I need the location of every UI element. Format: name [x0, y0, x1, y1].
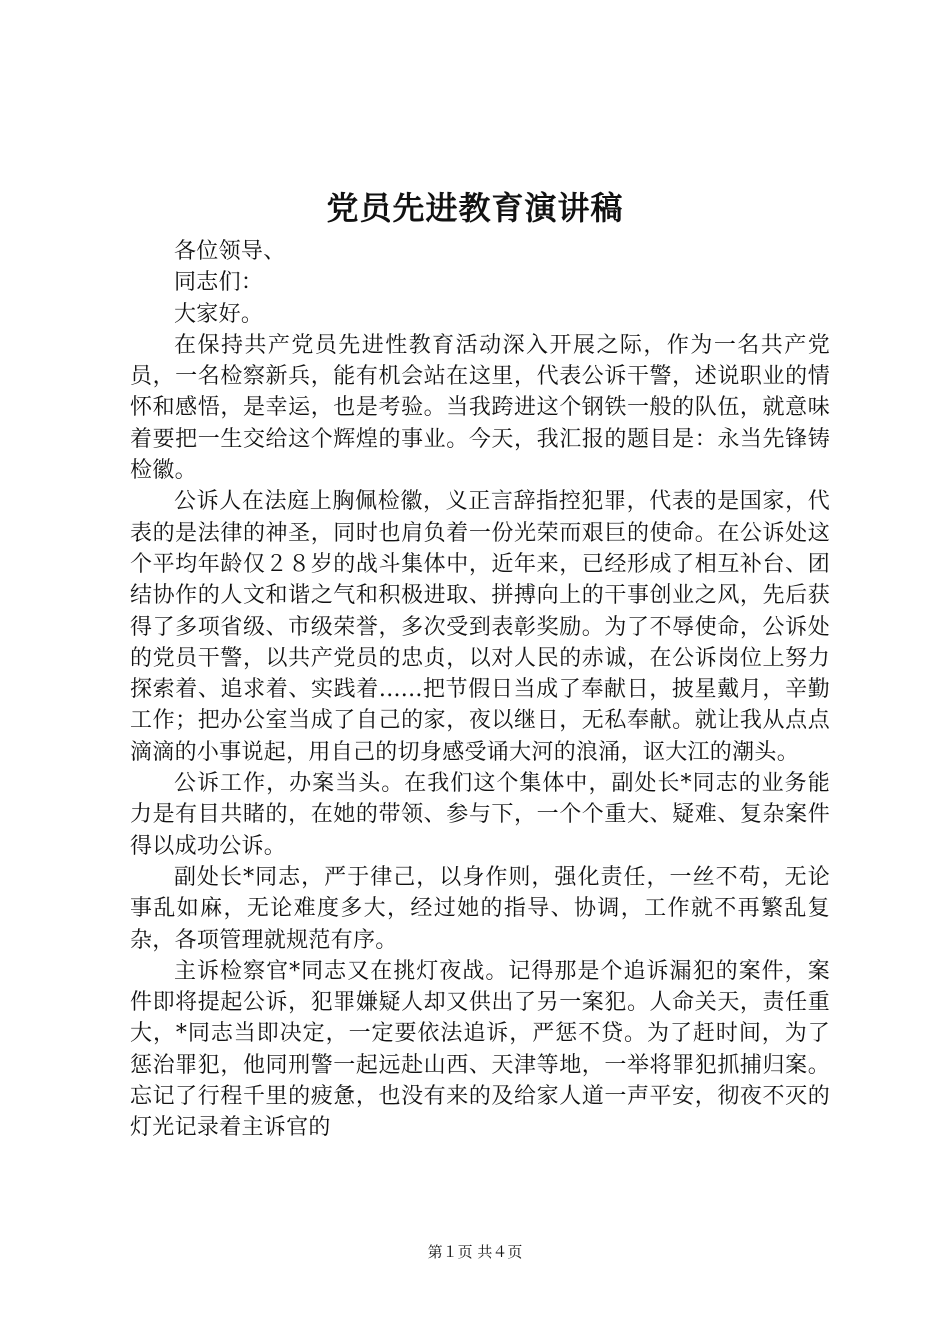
paragraph-deputy-director: 副处长*同志，严于律己，以身作则，强化责任，一丝不苟，无论事乱如麻，无论难度多大，经过她的指导、协调，工作就不再繁乱复杂，各项管理就规范有序。: [130, 864, 830, 953]
salutation-comrades: 同志们：: [174, 270, 264, 296]
paragraph-intro: 在保持共产党员先进性教育活动深入开展之际，作为一名共产党员，一名检察新兵，能有机会站在这里，代表公诉干警，述说职业的情怀和感悟，是幸运，也是考验。当我跨进这个钢铁一般的队伍，就意味着要把一生交给这个辉煌的事业。今天，我汇报的题目是：永当先锋铸检徽。: [130, 332, 830, 484]
paragraph-chief-prosecutor: 主诉检察官*同志又在挑灯夜战。记得那是个追诉漏犯的案件，案件即将提起公诉，犯罪嫌疑人却又供出了另一案犯。人命关天，责任重大，*同志当即决定，一定要依法追诉，严惩不贷。为了赶时间，为了惩治罪犯，他同刑警一起远赴山西、天津等地，一举将罪犯抓捕归案。忘记了行程千里的疲惫，也没有来的及给家人道一声平安，彻夜不灭的灯光记录着主诉官的: [130, 958, 830, 1141]
document-title: 党员先进教育演讲稿: [326, 189, 624, 227]
page-footer: 第１页 共４页: [427, 1243, 523, 1261]
document-body: [130, 236, 830, 1144]
paragraph-mission: 公诉人在法庭上胸佩检徽，义正言辞指控犯罪，代表的是国家，代表的是法律的神圣，同时也肩负着一份光荣而艰巨的使命。在公诉处这个平均年龄仅２８岁的战斗集体中，近年来，已经形成了相互补台、团结协作的人文和谐之气和积极进取、拼搏向上的干事创业之风，先后获得了多项省级、市级荣誉，多次受到表彰奖励。为了不辱使命，公诉处的党员干警，以共产党员的忠贞，以对人民的赤诚，在公诉岗位上努力探索着、追求着、实践着......把节假日当成了奉献日，披星戴月，辛勤工作；把办公室当成了自己的家，夜以继日，无私奉献。就让我从点点滴滴的小事说起，用自己的切身感受诵大河的浪涌，讴大江的潮头。: [130, 489, 830, 765]
greeting: 大家好。: [174, 301, 264, 327]
paragraph-casework: 公诉工作，办案当头。在我们这个集体中，副处长*同志的业务能力是有目共睹的，在她的带领、参与下，一个个重大、疑难、复杂案件得以成功公诉。: [130, 771, 830, 859]
salutation-leaders: 各位领导、: [174, 239, 286, 264]
